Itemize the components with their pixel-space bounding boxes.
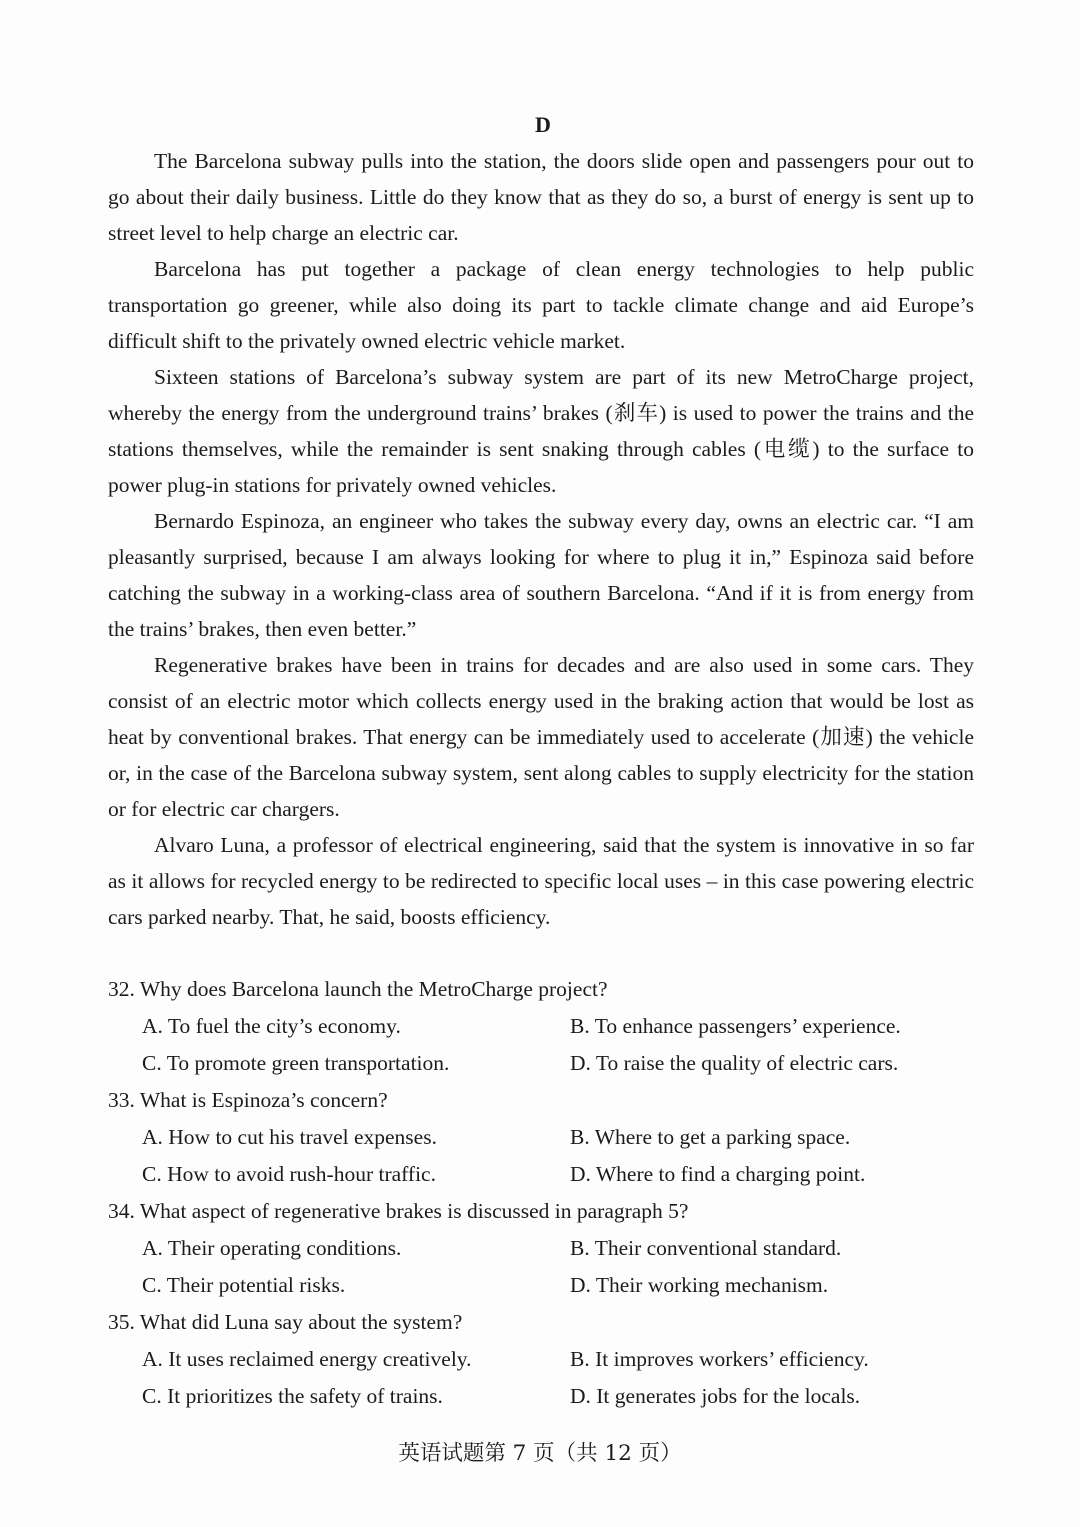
question-stem: 32. Why does Barcelona launch the MetroCharge project? bbox=[108, 977, 608, 1001]
option-a: A. To fuel the city’s economy. bbox=[142, 1014, 401, 1038]
option-c: C. How to avoid rush-hour traffic. bbox=[142, 1162, 436, 1186]
option-a: A. Their operating conditions. bbox=[142, 1236, 402, 1260]
question-stem: 33. What is Espinoza’s concern? bbox=[108, 1088, 388, 1112]
option-c: C. Their potential risks. bbox=[142, 1273, 346, 1297]
passage-paragraph-1: The Barcelona subway pulls into the station, the doors slide open and passengers pour out to go about their daily business. Little do they know that as they do so, a burst of energy is sent up to street level to help charge an electric car. bbox=[108, 149, 974, 245]
reading-passage bbox=[108, 143, 974, 935]
option-b: B. Where to get a parking space. bbox=[570, 1125, 851, 1149]
question-options bbox=[142, 1121, 974, 1195]
question-32 bbox=[108, 973, 974, 1084]
passage-paragraph-4: Bernardo Espinoza, an engineer who takes the subway every day, owns an electric car. “I am pleasantly surprised, because I am always looking for where to plug it in,” Espinoza said before catching the subway in a working-class area of southern Barcelona. “And if it is from energy from the trains’ brakes, then even better.” bbox=[108, 509, 974, 641]
question-options bbox=[142, 1343, 974, 1417]
option-c: C. It prioritizes the safety of trains. bbox=[142, 1384, 443, 1408]
question-stem: 35. What did Luna say about the system? bbox=[108, 1310, 463, 1334]
question-stem: 34. What aspect of regenerative brakes is discussed in paragraph 5? bbox=[108, 1199, 689, 1223]
passage-paragraph-2: Barcelona has put together a package of clean energy technologies to help public transportation go greener, while also doing its part to tackle climate change and aid Europe’s difficult shift to the privately owned electric vehicle market. bbox=[108, 257, 974, 353]
option-a: A. It uses reclaimed energy creatively. bbox=[142, 1347, 472, 1371]
option-d: D. Where to find a charging point. bbox=[570, 1162, 866, 1186]
option-a: A. How to cut his travel expenses. bbox=[142, 1125, 437, 1149]
passage-paragraph-3: Sixteen stations of Barcelona’s subway system are part of its new MetroCharge project, whereby the energy from the underground trains’ brakes (刹车) is used to power the trains and the stations themselves, while the remainder is sent snaking through cables (电缆) to the surface to power plug-in stations for privately owned vehicles. bbox=[108, 365, 974, 497]
question-options bbox=[142, 1232, 974, 1306]
section-heading: D bbox=[535, 112, 551, 137]
page-footer: 英语试题第 7 页（共 12 页） bbox=[398, 1441, 682, 1466]
question-list bbox=[108, 973, 974, 1417]
option-d: D. Their working mechanism. bbox=[570, 1273, 829, 1297]
option-d: D. It generates jobs for the locals. bbox=[570, 1384, 861, 1408]
passage-paragraph-5: Regenerative brakes have been in trains for decades and are also used in some cars. They consist of an electric motor which collects energy used in the braking action that would be lost as heat by conventional brakes. That energy can be immediately used to accelerate (加速) the vehicle or, in the case of the Barcelona subway system, sent along cables to supply electricity for the station or for electric car chargers. bbox=[108, 653, 974, 821]
passage-paragraph-6: Alvaro Luna, a professor of electrical engineering, said that the system is innovative in so far as it allows for recycled energy to be redirected to specific local uses – in this case powering electric cars parked nearby. That, he said, boosts efficiency. bbox=[108, 833, 974, 929]
option-c: C. To promote green transportation. bbox=[142, 1051, 450, 1075]
option-b: B. It improves workers’ efficiency. bbox=[570, 1347, 869, 1371]
question-35 bbox=[108, 1306, 974, 1417]
option-b: B. To enhance passengers’ experience. bbox=[570, 1014, 901, 1038]
option-d: D. To raise the quality of electric cars. bbox=[570, 1051, 899, 1075]
option-b: B. Their conventional standard. bbox=[570, 1236, 842, 1260]
question-34 bbox=[108, 1195, 974, 1306]
question-33 bbox=[108, 1084, 974, 1195]
question-options bbox=[142, 1010, 974, 1084]
